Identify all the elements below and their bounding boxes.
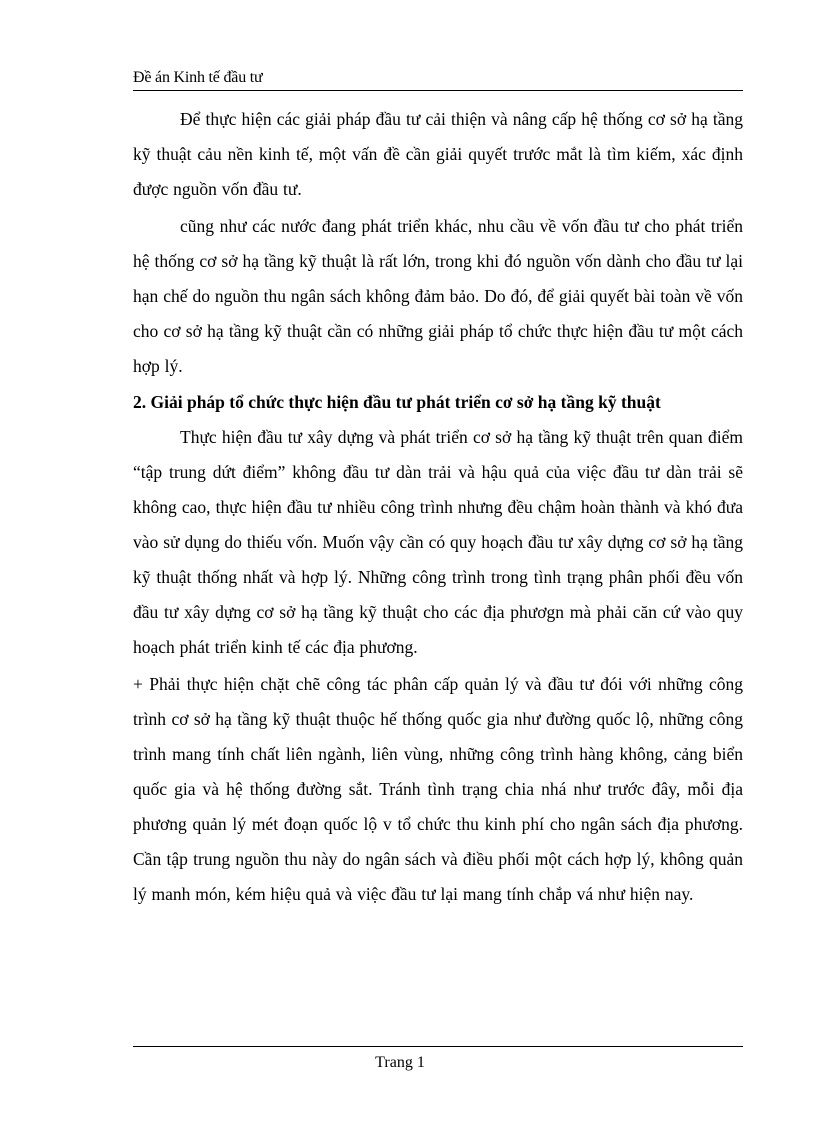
paragraph-funding-intro: Để thực hiện các giải pháp đầu tư cải thiện và nâng cấp hệ thống cơ sở hạ tầng kỹ thuật cảu nền kinh tế, một vấn đề cần giải quyết trước mắt là tìm kiếm, xác định được nguồn vốn đầu tư. bbox=[133, 109, 743, 199]
paragraph-management-decentralization: + Phải thực hiện chặt chẽ công tác phân cấp quản lý và đầu tư đói với những công trình cơ sở hạ tầng kỹ thuật thuộc hế thống quốc gia như đường quốc lộ, những công trình mang tính chất liên ngành, liên vùng, những công trình hàng không, cảng biển quốc gia và hệ thống đường sắt. Tránh tình trạng chia nhá như trước đây, mỗi địa phương quản lý mét đoạn quốc lộ v tổ chức thu kinh phí cho ngân sách địa phương. Cần tập trung nguồn thu này do ngân sách và điều phối một cách hợp lý, không quản lý manh món, kém hiệu quả và việc đầu tư lại mang tính chắp vá như hiện nay. bbox=[133, 674, 743, 904]
section-heading: 2. Giải pháp tổ chức thực hiện đầu tư phát triển cơ sở hạ tầng kỹ thuật bbox=[133, 392, 661, 412]
document-title: Đề án Kinh tế đầu tư bbox=[133, 69, 263, 86]
page-number: Trang 1 bbox=[375, 1054, 425, 1071]
paragraph-funding-need: cũng như các nước đang phát triển khác, nhu cầu về vốn đầu tư cho phát triển hệ thống cơ sở hạ tầng kỹ thuật là rất lớn, trong khi đó nguồn vốn dành cho đầu tư lại hạn chế do nguồn thu ngân sách không đảm bảo. Do đó, để giải quyết bài toàn về vốn cho cơ sở hạ tầng kỹ thuật cần có những giải pháp tổ chức thực hiện đầu tư một cách hợp lý. bbox=[133, 216, 743, 376]
page-header bbox=[133, 68, 743, 91]
document-body bbox=[133, 102, 743, 912]
page-footer bbox=[133, 1046, 743, 1071]
paragraph-focused-investment: Thực hiện đầu tư xây dựng và phát triển cơ sở hạ tầng kỹ thuật trên quan điểm “tập trung dứt điểm” không đầu tư dàn trải và hậu quả của việc đầu tư dàn trải sẽ không cao, thực hiện đầu tư nhiều công trình nhưng đều chậm hoàn thành và khó đưa vào sử dụng do thiếu vốn. Muốn vậy cần có quy hoạch đầu tư xây dựng cơ sở hạ tầng kỹ thuật thống nhất và hợp lý. Những công trình trong tình trạng phân phối đều vốn đầu tư xây dựng cơ sở hạ tầng kỹ thuật cho các địa phươgn mà phải căn cứ vào quy hoạch phát triển kinh tế các địa phương. bbox=[133, 427, 743, 657]
